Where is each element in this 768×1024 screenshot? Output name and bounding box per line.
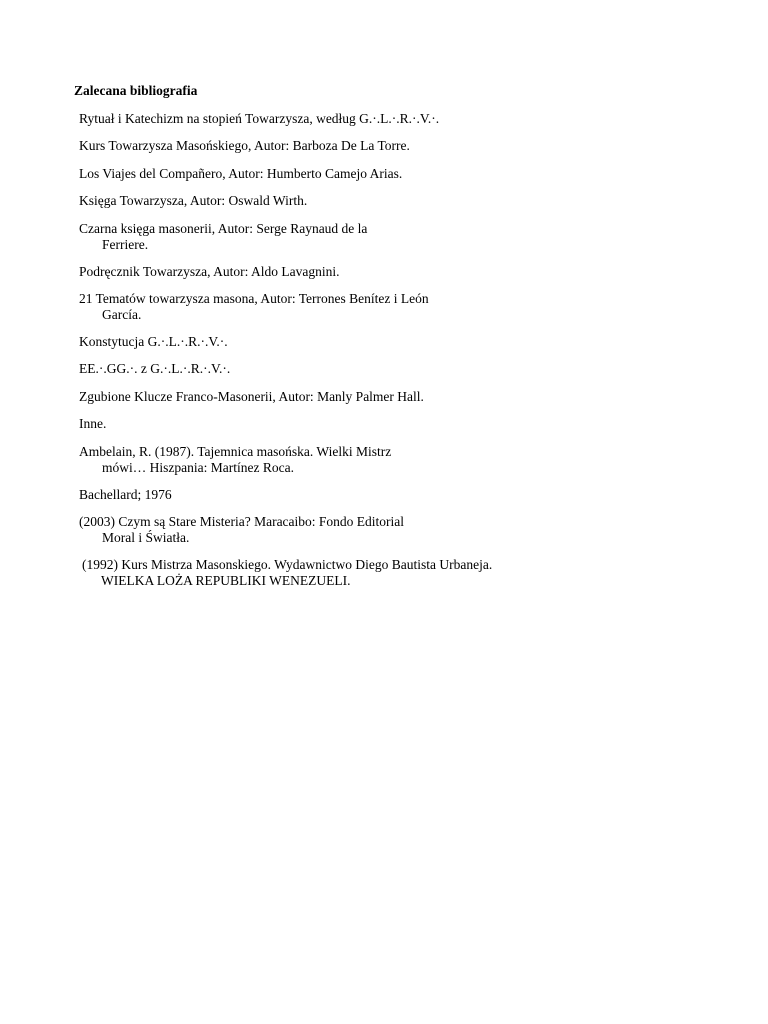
entry-text: Konstytucja G.·.L.·.R.·.V.·. xyxy=(79,334,228,349)
entry-text: Czarna księga masonerii, Autor: Serge Raynaud de la xyxy=(79,221,368,236)
entry-text: Podręcznik Towarzysza, Autor: Aldo Lavagnini. xyxy=(79,264,340,279)
bibliography-entry xyxy=(79,487,172,503)
entry-continuation: WIELKA LOŻA REPUBLIKI WENEZUELI. xyxy=(101,572,351,588)
entry-continuation: Moral i Światła. xyxy=(102,529,190,545)
section-heading: Zalecana bibliografia xyxy=(74,83,198,98)
bibliography-entry xyxy=(79,291,429,322)
bibliography-entry xyxy=(79,334,228,350)
entry-text: EE.·.GG.·. z G.·.L.·.R.·.V.·. xyxy=(79,361,231,376)
bibliography-entry xyxy=(79,264,340,280)
bibliography-entry xyxy=(79,514,404,545)
bibliography-entry xyxy=(79,361,230,377)
entry-text: Księga Towarzysza, Autor: Oswald Wirth. xyxy=(79,193,308,208)
entry-continuation: García. xyxy=(102,306,142,322)
entry-continuation: mówi… Hiszpania: Martínez Roca. xyxy=(102,459,294,475)
bibliography-entry xyxy=(79,416,106,432)
bibliography-entry xyxy=(79,221,367,252)
entry-text: Bachellard; 1976 xyxy=(79,487,172,502)
bibliography-entry xyxy=(79,193,307,209)
entry-text: (2003) Czym są Stare Misteria? Maracaibo: Fondo Editorial xyxy=(79,514,405,529)
bibliography-entry xyxy=(79,444,391,475)
bibliography-entry xyxy=(79,389,424,405)
entry-text: 21 Tematów towarzysza masona, Autor: Terrones Benítez i León xyxy=(79,291,429,306)
entry-text: Zgubione Klucze Franco-Masonerii, Autor: Manly Palmer Hall. xyxy=(79,389,424,404)
entry-continuation: Ferriere. xyxy=(102,236,149,252)
bibliography-entry xyxy=(79,138,410,154)
bibliography-entry xyxy=(82,557,492,588)
entry-text: Rytuał i Katechizm na stopień Towarzysza, według G.·.L.·.R.·.V.·. xyxy=(79,111,440,126)
bibliography-entry xyxy=(79,166,402,182)
entry-text: Ambelain, R. (1987). Tajemnica masońska. Wielki Mistrz xyxy=(79,444,392,459)
bibliography-entry xyxy=(79,111,439,127)
entry-text: Kurs Towarzysza Masońskiego, Autor: Barboza De La Torre. xyxy=(79,138,410,153)
entry-text: Los Viajes del Compañero, Autor: Humberto Camejo Arias. xyxy=(79,166,403,181)
entry-text: Inne. xyxy=(79,416,107,431)
entry-text: (1992) Kurs Mistrza Masonskiego. Wydawnictwo Diego Bautista Urbaneja. xyxy=(82,557,493,572)
